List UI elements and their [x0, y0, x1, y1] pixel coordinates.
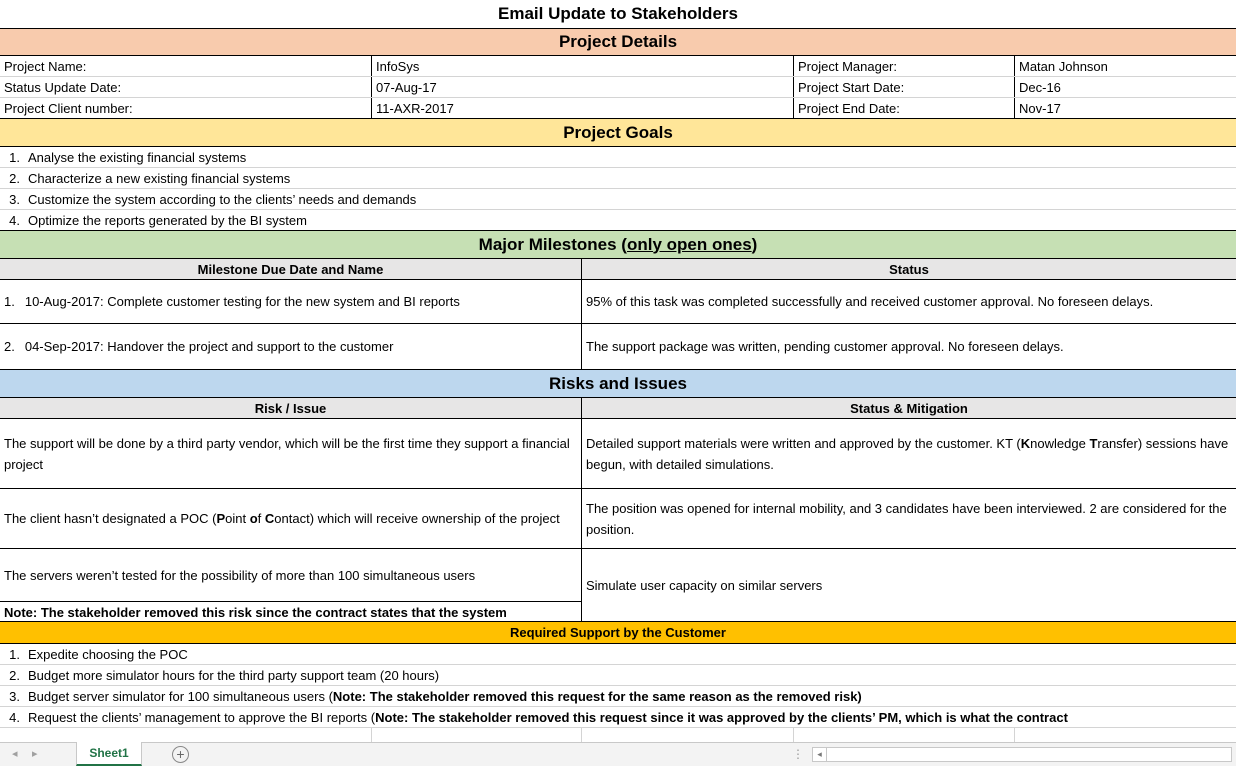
goal-item[interactable] [0, 210, 1236, 230]
title-row [0, 0, 1236, 29]
support-number: 4. [9, 709, 20, 725]
support-row [0, 665, 1236, 686]
milestone-status-cell[interactable]: 95% of this task was completed successfully and received customer approval. No foreseen delays. [581, 280, 1236, 323]
sheet-tab-bar [0, 742, 1236, 766]
tab-split-handle-icon[interactable]: ⋮ [792, 747, 804, 761]
goal-text: Optimize the reports generated by the BI system [28, 212, 307, 228]
goal-number: 3. [9, 191, 20, 207]
support-row [0, 707, 1236, 728]
support-heading[interactable]: Required Support by the Customer [510, 625, 726, 640]
support-item[interactable] [0, 644, 1236, 664]
risk-issue-cell[interactable] [0, 489, 581, 548]
add-sheet-icon[interactable]: + [172, 746, 189, 763]
goal-item[interactable] [0, 168, 1236, 188]
project-goals-header [0, 119, 1236, 147]
risk-issue-column-header[interactable]: Risk / Issue [254, 400, 327, 416]
support-number: 1. [9, 646, 20, 662]
milestone-name: 04-Sep-2017: Handover the project and support to the customer [24, 339, 394, 354]
project-manager-label[interactable]: Project Manager: [793, 56, 1014, 76]
milestones-heading-underlined: only open ones [626, 234, 752, 254]
project-details-header [0, 29, 1236, 56]
status-date-value[interactable]: 07-Aug-17 [371, 77, 793, 97]
support-text: Budget server simulator for 100 simultaneous users ( [28, 688, 333, 704]
milestone-status-column-header[interactable]: Status [581, 259, 1236, 279]
risk-status-cell[interactable] [581, 419, 1236, 488]
risks-header [0, 370, 1236, 398]
project-name-label[interactable]: Project Name: [4, 58, 87, 74]
goal-row [0, 168, 1236, 189]
support-item[interactable] [0, 665, 1236, 685]
risk-issue-text: The client hasn’t designated a POC (Point of Contact) which will receive ownership of the project [4, 511, 560, 526]
milestones-column-headers [0, 259, 1236, 280]
goal-row [0, 147, 1236, 168]
risk-status-cell[interactable]: The position was opened for internal mobility, and 3 candidates have been interviewed. 2 are considered for the position. [581, 489, 1236, 548]
sheet-tab-sheet1[interactable]: Sheet1 [76, 742, 142, 766]
milestone-name-column-header[interactable]: Milestone Due Date and Name [197, 261, 384, 277]
risks-column-headers [0, 398, 1236, 419]
client-number-label[interactable]: Project Client number: [4, 100, 133, 116]
details-row-3 [0, 98, 1236, 119]
support-item[interactable] [0, 686, 1236, 706]
risk-issue-cell[interactable]: The support will be done by a third party vendor, which will be the first time they support a financial project [4, 435, 570, 472]
goal-row [0, 210, 1236, 231]
goal-number: 4. [9, 212, 20, 228]
support-header [0, 622, 1236, 644]
prev-sheet-icon[interactable]: ◂ [12, 748, 18, 760]
support-number: 3. [9, 688, 20, 704]
support-number: 2. [9, 667, 20, 683]
milestone-row [0, 280, 1236, 324]
support-text: Budget more simulator hours for the third party support team (20 hours) [28, 667, 440, 683]
risk-status-column-header[interactable]: Status & Mitigation [581, 398, 1236, 418]
goal-item[interactable] [0, 189, 1236, 209]
empty-row [0, 728, 1236, 742]
end-date-label[interactable]: Project End Date: [793, 98, 1014, 118]
project-details-heading[interactable]: Project Details [558, 32, 678, 51]
empty-cell[interactable] [1014, 728, 1236, 742]
milestone-name-cell[interactable] [0, 280, 581, 323]
risk-row [0, 549, 1236, 622]
details-row-1 [0, 56, 1236, 77]
start-date-label[interactable]: Project Start Date: [793, 77, 1014, 97]
goal-number: 2. [9, 170, 20, 186]
horizontal-scrollbar[interactable] [812, 747, 1232, 762]
next-sheet-icon[interactable]: ▸ [32, 748, 38, 760]
support-note: Note: The stakeholder removed this request for the same reason as the removed risk) [332, 688, 862, 704]
risks-heading[interactable]: Risks and Issues [549, 373, 687, 393]
empty-cell[interactable] [793, 728, 1014, 742]
goal-row [0, 189, 1236, 210]
milestones-header [0, 231, 1236, 259]
milestone-number: 1. [4, 294, 15, 309]
goal-item[interactable] [0, 147, 1236, 167]
goal-number: 1. [9, 149, 20, 165]
support-text: Expedite choosing the POC [28, 646, 188, 662]
start-date-value[interactable]: Dec-16 [1014, 77, 1236, 97]
milestone-status-cell[interactable]: The support package was written, pending customer approval. No foreseen delays. [581, 324, 1236, 369]
goal-text: Customize the system according to the clients’ needs and demands [28, 191, 417, 207]
support-text: Request the clients’ management to approve the BI reports ( [28, 709, 376, 725]
project-goals-heading[interactable]: Project Goals [563, 122, 673, 142]
goal-text: Characterize a new existing financial systems [28, 170, 291, 186]
project-name-value[interactable]: InfoSys [371, 56, 793, 76]
milestones-heading[interactable] [0, 231, 1236, 258]
support-item[interactable] [0, 707, 1236, 727]
milestones-heading-suffix: ) [751, 234, 758, 254]
status-date-label[interactable]: Status Update Date: [4, 79, 122, 95]
goal-text: Analyse the existing financial systems [28, 149, 247, 165]
risk-row [0, 489, 1236, 549]
risk-status-cell[interactable]: Simulate user capacity on similar servers [581, 549, 1236, 621]
risk-issue-cell[interactable]: The servers weren’t tested for the possibility of more than 100 simultaneous users [4, 567, 476, 583]
scroll-left-icon[interactable]: ◂ [813, 748, 827, 761]
milestones-heading-prefix: Major Milestones ( [478, 234, 627, 254]
milestone-name-cell[interactable] [0, 324, 581, 369]
project-manager-value[interactable]: Matan Johnson [1014, 56, 1236, 76]
support-note: Note: The stakeholder removed this request since it was approved by the clients’ PM, which is what the contract [375, 709, 1068, 725]
details-row-2 [0, 77, 1236, 98]
sheet-title[interactable]: Email Update to Stakeholders [498, 4, 738, 23]
end-date-value[interactable]: Nov-17 [1014, 98, 1236, 118]
milestone-name: 10-Aug-2017: Complete customer testing for the new system and BI reports [24, 294, 460, 309]
empty-cell[interactable] [581, 728, 793, 742]
risk-row [0, 419, 1236, 489]
empty-cell[interactable] [371, 728, 581, 742]
support-row [0, 686, 1236, 707]
milestone-number: 2. [4, 339, 15, 354]
support-row [0, 644, 1236, 665]
risk-note-cell[interactable]: Note: The stakeholder removed this risk since the contract states that the system [0, 601, 581, 622]
client-number-value[interactable]: 11-AXR-2017 [371, 98, 793, 118]
risk-status-text: Detailed support materials were written and approved by the customer. KT (Knowledge Transfer) sessions have begun, with detailed simulations. [586, 435, 1229, 472]
milestone-row [0, 324, 1236, 370]
